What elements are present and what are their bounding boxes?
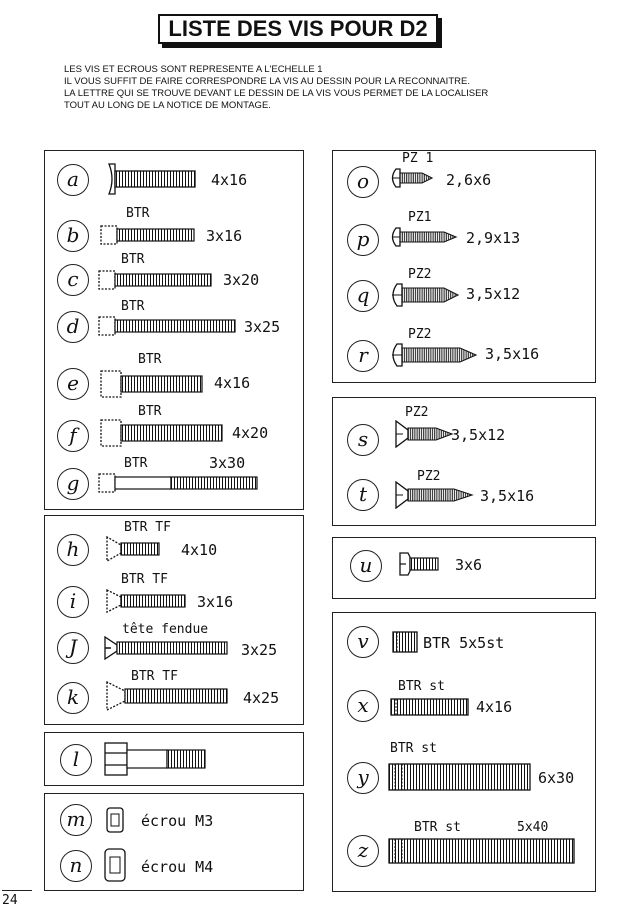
type-o: PZ 1 [402,151,434,166]
letter-m: m [60,804,92,836]
flat-head-bolt-icon [103,162,199,196]
wood-screw-icon [388,282,460,308]
letter-t: t [347,479,379,511]
size-a: 4x16 [211,171,248,189]
letter-y: y [347,762,379,794]
type-q: PZ2 [408,267,432,282]
countersunk-bolt-icon [105,588,187,614]
type-c: BTR [121,252,145,267]
letter-l: l [60,744,92,776]
type-k: BTR TF [131,669,178,684]
type-d: BTR [121,299,145,314]
letter-p: p [347,224,379,256]
type-b: BTR [126,206,150,221]
nut-m4-icon [104,848,126,882]
type-s: PZ2 [405,405,429,420]
title-block [158,14,442,48]
label-v: BTR 5x5st [423,634,505,652]
size-z: 5x40 [517,820,549,835]
countersunk-bolt-icon [105,681,229,711]
slotted-countersunk-screw-icon [103,636,229,660]
type-e: BTR [138,352,162,367]
allen-bolt-icon [100,369,204,399]
type-r: PZ2 [408,327,432,342]
size-p: 2,9x13 [466,229,521,247]
countersunk-wood-screw-icon [394,481,474,509]
letter-r: r [347,340,379,372]
size-j: 3x25 [241,641,278,659]
size-x: 4x16 [476,698,513,716]
type-x: BTR st [398,679,445,694]
type-z: BTR st [414,820,461,835]
size-t: 3,5x16 [480,487,535,505]
allen-bolt-icon [100,224,196,246]
size-b: 3x16 [206,227,243,245]
size-r: 3,5x16 [485,345,540,363]
size-q: 3,5x12 [466,285,521,303]
page-title: LISTE DES VIS POUR D2 [158,14,438,44]
letter-v: v [347,626,379,658]
wood-screw-icon [388,226,458,248]
letter-j: J [57,632,89,664]
countersunk-wood-screw-icon [394,420,454,448]
size-c: 3x20 [223,271,260,289]
letter-q: q [347,280,379,312]
set-screw-icon [390,697,470,717]
type-h: BTR TF [124,520,171,535]
type-t: PZ2 [417,469,441,484]
letter-k: k [57,682,89,714]
countersunk-bolt-icon [105,536,161,562]
allen-bolt-icon [100,418,224,448]
letter-u: u [350,550,382,582]
nut-m3-icon [106,807,124,833]
set-screw-icon [388,837,576,865]
page-number: 24 [2,893,18,908]
size-o: 2,6x6 [446,171,492,189]
pan-head-screw-icon [398,551,440,577]
letter-d: d [57,311,89,343]
letter-b: b [57,220,89,252]
size-g: 3x30 [209,454,246,472]
size-s: 3,5x12 [451,426,506,444]
type-g: BTR [124,456,148,471]
type-f: BTR [138,404,162,419]
partially-threaded-allen-bolt-icon [98,472,260,494]
type-i: BTR TF [121,572,168,587]
letter-s: s [347,424,379,456]
intro-text [64,64,604,112]
letter-g: g [57,468,89,500]
type-p: PZ1 [408,210,432,225]
size-y: 6x30 [538,769,575,787]
size-h: 4x10 [181,541,218,559]
label-m: écrou M3 [141,812,214,830]
page-number-rule [2,890,32,891]
letter-o: o [347,166,379,198]
label-n: écrou M4 [141,858,214,876]
size-e: 4x16 [214,374,251,392]
letter-n: n [60,850,92,882]
letter-f: f [57,420,89,452]
letter-c: c [57,264,89,296]
intro-line-4: TOUT AU LONG DE LA NOTICE DE MONTAGE. [64,100,271,111]
size-k: 4x25 [243,689,280,707]
size-d: 3x25 [244,318,281,336]
type-j: tête fendue [122,622,209,637]
letter-a: a [57,164,89,196]
letter-z: z [347,835,379,867]
size-i: 3x16 [197,593,234,611]
intro-line-2: IL VOUS SUFFIT DE FAIRE CORRESPONDRE LA VIS AU DESSIN POUR LA RECONNAITRE. [64,76,470,87]
intro-line-1: LES VIS ET ECROUS SONT REPRESENTE A L'ECHELLE 1 [64,64,323,75]
letter-i: i [57,586,89,618]
set-screw-icon [388,762,532,792]
allen-bolt-icon [98,315,238,337]
letter-x: x [347,690,379,722]
letter-h: h [57,534,89,566]
hex-bolt-icon [104,741,208,777]
size-u: 3x6 [455,556,483,574]
wood-screw-icon [388,167,434,189]
letter-e: e [57,368,89,400]
type-y: BTR st [390,741,437,756]
wood-screw-icon [388,342,478,368]
allen-bolt-icon [98,269,214,291]
set-screw-icon [392,630,420,654]
size-f: 4x20 [232,424,269,442]
intro-line-3: LA LETTRE QUI SE TROUVE DEVANT LE DESSIN DE LA VIS VOUS PERMET DE LA LOCALISER [64,88,489,99]
